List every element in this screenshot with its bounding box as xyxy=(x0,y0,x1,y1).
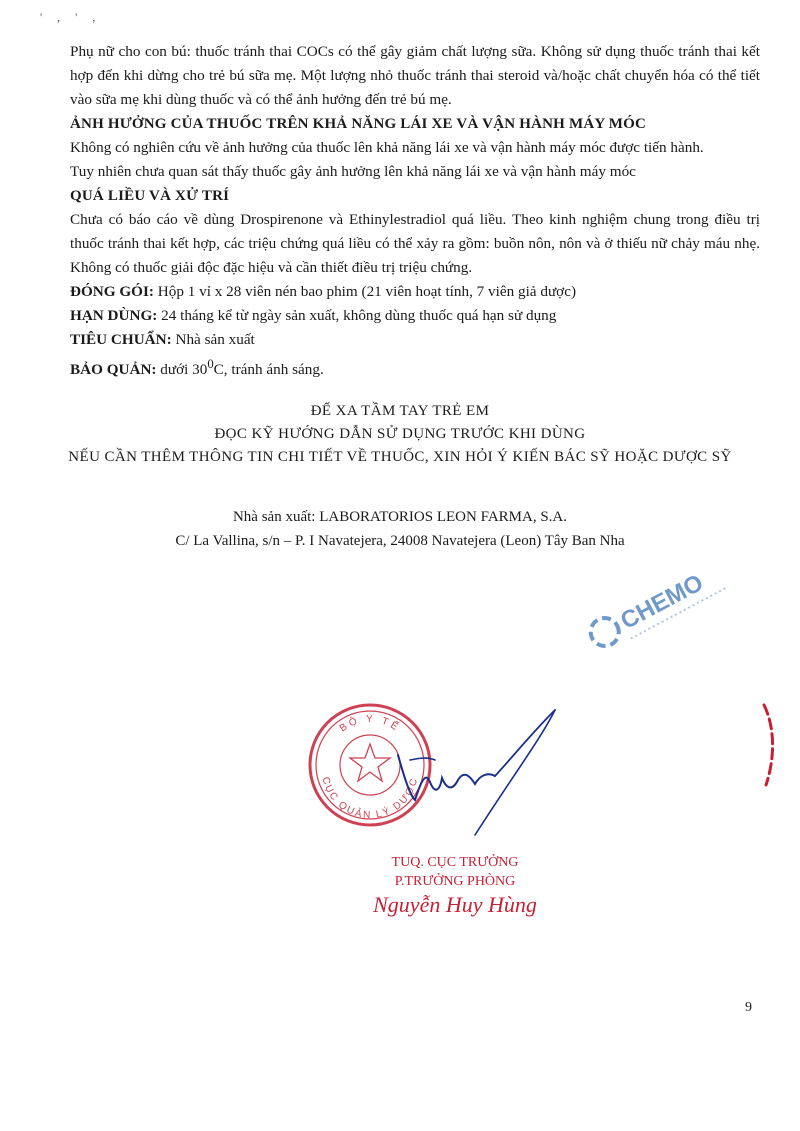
edge-seal-fragment xyxy=(752,700,782,790)
manufacturer-address: C/ La Vallina, s/n – P. I Navatejera, 24008 Navatejera (Leon) Tây Ban Nha xyxy=(175,533,625,549)
packaging-value: Hộp 1 vỉ x 28 viên nén bao phim (21 viên hoạt tính, 7 viên giả dược) xyxy=(157,283,577,300)
signatory-title: TUQ. CỤC TRƯỞNG xyxy=(391,855,519,870)
seal-bottom-text: CỤC QUẢN LÝ DƯỢC xyxy=(319,775,421,822)
warning-read-instructions: ĐỌC KỸ HƯỚNG DẪN SỬ DỤNG TRƯỚC KHI DÙNG xyxy=(214,426,586,442)
breastfeeding-paragraph: Phụ nữ cho con bú: thuốc tránh thai COCs có thể gây giảm chất lượng sữa. Không sử dụng thuốc tránh thai kết hợp đến khi dừng cho trẻ bú sữa mẹ. Một lượng nhỏ thuốc tránh thai steroid và/hoặc chất chuyển hóa có thể tiết vào sữa mẹ khi dùng thuốc và có thể ảnh hưởng đến trẻ bú mẹ. xyxy=(70,43,760,108)
overdose-heading: QUÁ LIỀU VÀ XỬ TRÍ xyxy=(70,188,230,204)
driving-heading: ẢNH HƯỞNG CỦA THUỐC TRÊN KHẢ NĂNG LÁI XE VÀ VẬN HÀNH MÁY MÓC xyxy=(70,116,647,132)
storage-value-degree: 0 xyxy=(207,357,214,371)
handwritten-signature xyxy=(380,700,580,850)
standard-value: Nhà sản xuất xyxy=(175,331,255,348)
standard-row xyxy=(70,328,760,352)
chemo-stamp-logo xyxy=(560,545,740,655)
storage-label: BẢO QUẢN: xyxy=(70,361,157,379)
storage-value-pre: dưới 30 xyxy=(160,361,208,379)
warning-children: ĐỂ XA TẦM TAY TRẺ EM xyxy=(310,403,490,419)
scan-marks: ' , ' , xyxy=(40,10,102,24)
signatory-position: P.TRƯỞNG PHÒNG xyxy=(394,874,516,889)
signatory-name: Nguyễn Huy Hùng xyxy=(373,892,537,917)
storage-value-post: C, tránh ánh sáng. xyxy=(213,361,324,379)
chemo-stamp-text: CHEMO xyxy=(616,569,708,635)
warning-consult-doctor: NẾU CẦN THÊM THÔNG TIN CHI TIẾT VỀ THUỐC, XIN HỎI Ý KIẾN BÁC SỸ HOẶC DƯỢC SỸ xyxy=(68,449,732,465)
chemo-swirl-icon xyxy=(586,613,624,651)
driving-paragraph-line2: Tuy nhiên chưa quan sát thấy thuốc gây ảnh hưởng lên khả năng lái xe và vận hành máy móc xyxy=(70,163,636,180)
warnings-block xyxy=(0,400,800,469)
seal-top-text: BỘ Y TẾ xyxy=(337,713,403,735)
document-body xyxy=(70,40,760,382)
manufacturer-name: Nhà sản xuất: LABORATORIOS LEON FARMA, S.A. xyxy=(232,509,568,525)
expiry-row xyxy=(70,304,760,328)
packaging-label: ĐÓNG GÓI: xyxy=(70,283,154,300)
storage-row xyxy=(70,352,760,382)
signature-block xyxy=(350,853,560,917)
overdose-paragraph: Chưa có báo cáo về dùng Drospirenone và Ethinylestradiol quá liều. Theo kinh nghiệm chung trong điều trị thuốc tránh thai kết hợp, các triệu chứng quá liều có thể xảy ra gồm: buồn nôn, nôn và ở thiếu nữ chảy máu nhẹ. Không có thuốc giải độc đặc hiệu và cần thiết điều trị triệu chứng. xyxy=(70,211,760,276)
page-number: 9 xyxy=(745,1000,752,1015)
expiry-value: 24 tháng kể từ ngày sản xuất, không dùng thuốc quá hạn sử dụng xyxy=(161,307,557,324)
packaging-row xyxy=(70,280,760,304)
driving-paragraph-line1: Không có nghiên cứu về ảnh hưởng của thuốc lên khả năng lái xe và vận hành máy móc được tiến hành. xyxy=(70,139,704,156)
expiry-label: HẠN DÙNG: xyxy=(70,307,158,324)
standard-label: TIÊU CHUẨN: xyxy=(70,331,172,348)
